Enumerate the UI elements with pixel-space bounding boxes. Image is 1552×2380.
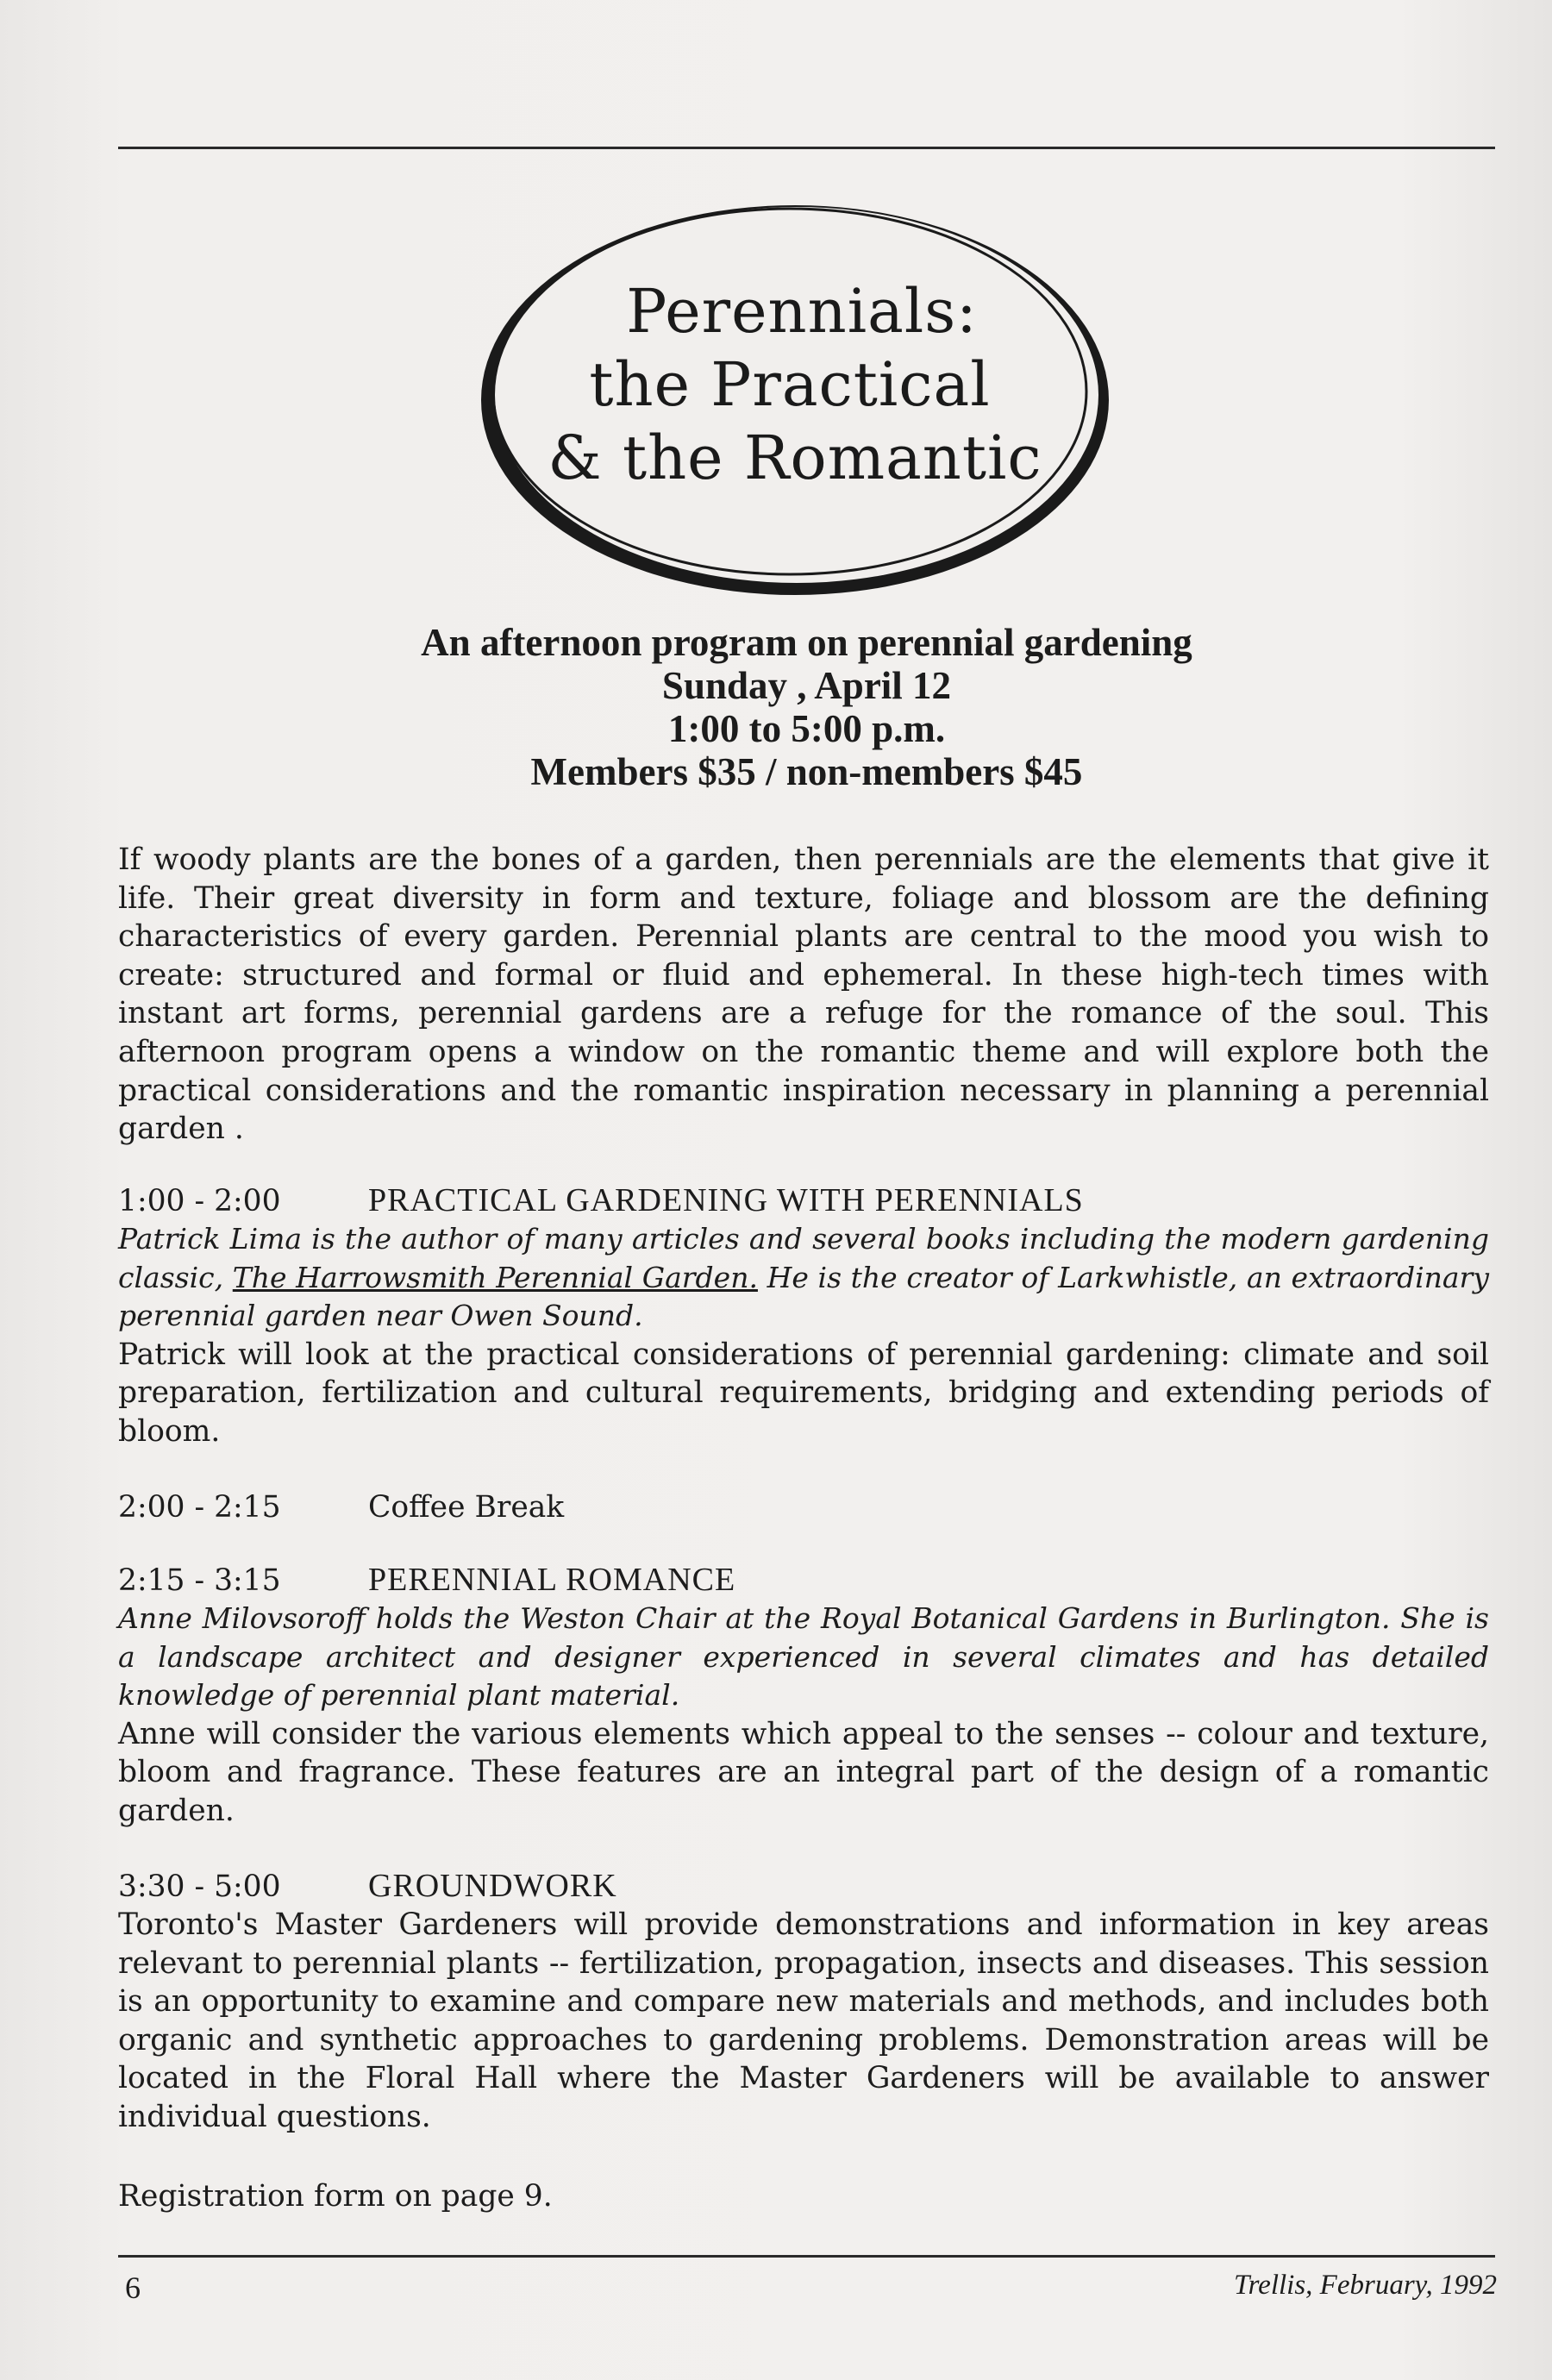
session-description: Toronto's Master Gardeners will provide demonstrations and information in key areas relevant to perennial plants -- fertilization, propagation, insects and diseases. This session is an opportunity to examine and compare new materials and methods, and includes both organic and synthetic approaches to gardening problems. Demonstration areas will be located in the Floral Hall where the Master Gardeners will be available to answer individual questions. [118,1907,1489,2134]
session-time: 1:00 - 2:00 [118,1184,281,1218]
session-time: 2:15 - 3:15 [118,1563,281,1598]
event-price: Members $35 / non-members $45 [530,750,1083,793]
bottom-rule [118,2255,1495,2258]
bio-text-continued: He is the creator of Larkwhistle, an extraordinary perennial garden near Owen Sound. [118,1260,1489,1333]
title-line-1: Perennials: [626,276,978,347]
bio-text: Patrick Lima is the author of many articles and several books including the modern gardening classic, [118,1222,1489,1294]
session-romance [118,1561,1489,1831]
session-title: Coffee Break [368,1490,565,1525]
event-info [118,621,1495,793]
session-title: GROUNDWORK [368,1868,617,1904]
title-line-2: the Practical [589,349,991,420]
session-title: PRACTICAL GARDENING WITH PERENNIALS [368,1182,1084,1218]
session-description: Anne will consider the various elements which appeal to the senses -- colour and texture, bloom and fragrance. These features are an integral part of the design of a romantic garden. [118,1716,1489,1828]
session-title: PERENNIAL ROMANCE [368,1562,736,1598]
session-description: Patrick will look at the practical considerations of perennial gardening: climate and soil preparation, fertilization and cultural requirements, bridging and extending periods of bloom. [118,1337,1489,1449]
event-date: Sunday , April 12 [661,664,952,707]
speaker-bio [118,1220,1489,1336]
session-time: 3:30 - 5:00 [118,1870,281,1904]
title-oval [472,195,1117,600]
top-rule [118,147,1495,149]
session-groundwork [118,1867,1489,2137]
intro-paragraph: If woody plants are the bones of a garden, then perennials are the elements that give it life. Their great diversity in form and texture, foliage and blossom are the defining characteristics of every garden. Perennial plants are central to the mood you wish to create: structured and formal or fluid and ephemeral. In these high-tech times with instant art forms, perennial gardens are a refuge for the romance of the soul. This afternoon program opens a window on the romantic theme and will explore both the practical considerations and the romantic inspiration necessary in planning a perennial garden . [118,842,1489,1147]
publication-credit: Trellis, February, 1992 [1234,2270,1497,2301]
session-practical [118,1181,1489,1451]
event-subtitle: An afternoon program on perennial gardening [421,621,1192,664]
speaker-bio: Anne Milovsoroff holds the Weston Chair at the Royal Botanical Gardens in Burlington. She is a landscape architect and designer experienced in several climates and has detailed knowledge of perennial plant material. [118,1601,1489,1713]
book-title: The Harrowsmith Perennial Garden. [232,1260,758,1294]
page-number: 6 [125,2270,141,2305]
registration-note: Registration form on page 9. [118,2179,553,2214]
title-line-3: & the Romantic [548,423,1042,493]
session-coffee-break [118,1488,1489,1526]
event-time: 1:00 to 5:00 p.m. [667,707,946,750]
session-time: 2:00 - 2:15 [118,1490,281,1525]
